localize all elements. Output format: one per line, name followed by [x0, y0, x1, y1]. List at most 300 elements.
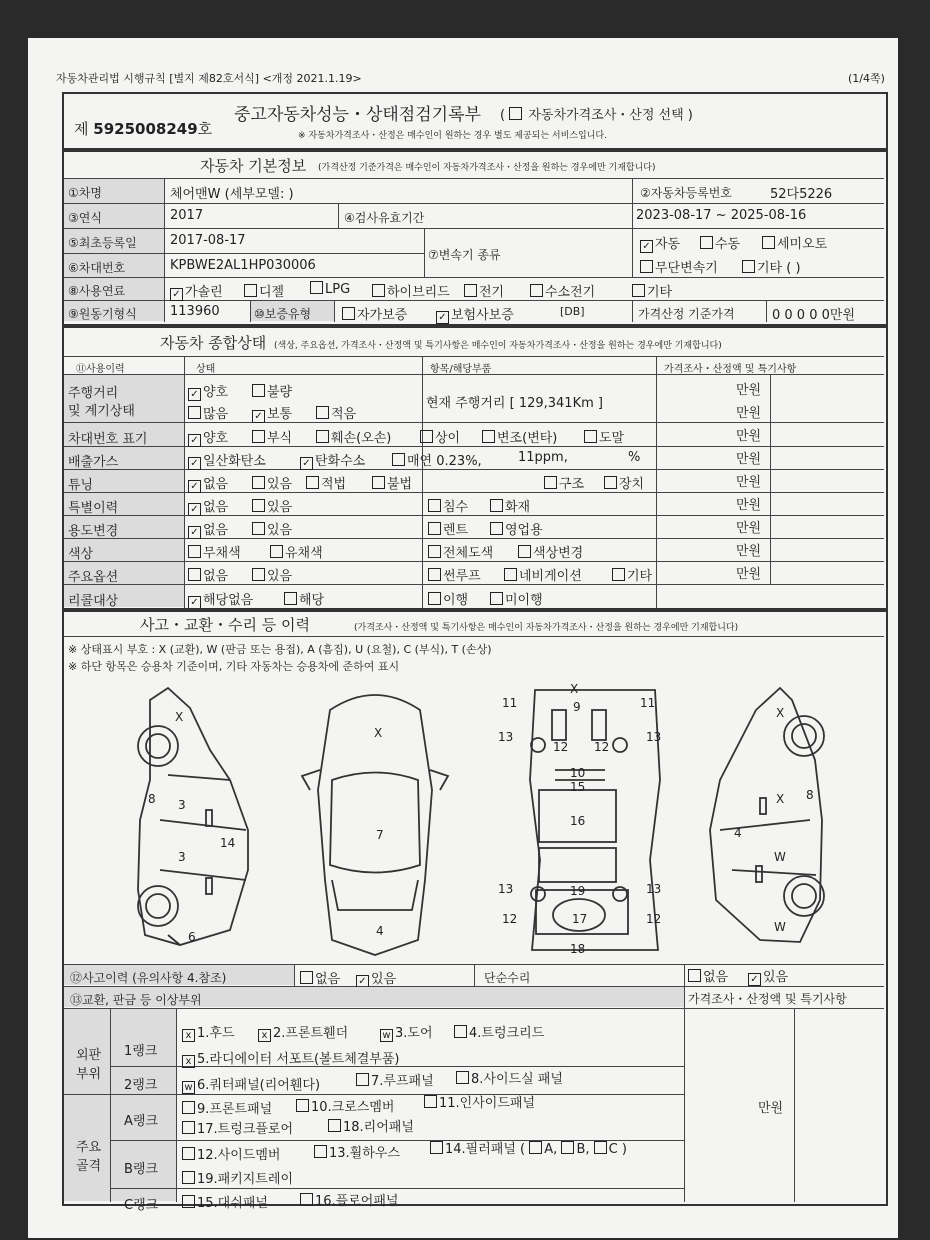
color-full-paint-label: 전체도색	[443, 546, 494, 561]
vinmark-damage	[316, 427, 391, 446]
accident-yes-label: 있음	[371, 972, 397, 987]
mileage-value: 현재 주행거리 [ 129,341Km ]	[426, 396, 603, 411]
special-flood	[428, 496, 468, 515]
vinmark-good-checkbox[interactable]: ✓	[188, 434, 201, 447]
gauge-good-checkbox[interactable]: ✓	[188, 388, 201, 401]
color-achromatic-checkbox[interactable]	[188, 545, 201, 558]
special-fire-label: 화재	[505, 500, 531, 515]
repair-no	[688, 966, 728, 985]
vinmark-corrosion	[252, 427, 292, 446]
year-label: ③연식	[68, 211, 102, 225]
right-side-view	[710, 688, 822, 942]
emission-hc-checkbox[interactable]: ✓	[300, 457, 313, 470]
engine-value: 113960	[170, 304, 220, 319]
part-16	[300, 1190, 398, 1209]
special-exists-label: 있음	[267, 500, 293, 515]
vin-label: ⑥차대번호	[68, 261, 126, 275]
gauge-bad	[252, 381, 292, 400]
color-chromatic-checkbox[interactable]	[270, 545, 283, 558]
fuel-diesel-checkbox[interactable]	[244, 284, 257, 297]
trans-auto-checkbox[interactable]: ✓	[640, 240, 653, 253]
recall-done-checkbox[interactable]	[428, 592, 441, 605]
fuel-hydrogen	[530, 281, 595, 300]
emission-co-label: 일산화탄소	[203, 454, 266, 469]
pillar-c-label: C )	[608, 1142, 627, 1157]
special-none	[188, 496, 228, 516]
name-label: ①차명	[68, 186, 102, 200]
fuel-other	[632, 281, 672, 300]
insp-label: ④검사유효기간	[344, 211, 425, 225]
vinmark-damage-label: 훼손(오손)	[331, 431, 392, 446]
pillar-a-label: A,	[544, 1142, 558, 1157]
accident-no-checkbox[interactable]	[300, 971, 313, 984]
part-17-checkbox[interactable]	[182, 1121, 195, 1134]
usage-exists	[252, 519, 292, 538]
vinmark-diff	[420, 427, 460, 446]
repair-no-checkbox[interactable]	[688, 969, 701, 982]
usage-business	[490, 519, 543, 538]
color-full-paint-checkbox[interactable]	[428, 545, 441, 558]
unit-special: 만원	[736, 498, 762, 513]
part-7-label: 7.루프패널	[371, 1074, 434, 1089]
part-2-checkbox[interactable]: x	[258, 1029, 271, 1042]
num-7: 7	[376, 828, 384, 842]
rank1-label: 1랭크	[124, 1044, 158, 1059]
part-12-checkbox[interactable]	[182, 1147, 195, 1160]
usage-rent-checkbox[interactable]	[428, 522, 441, 535]
color-chromatic-label: 유채색	[285, 546, 323, 561]
warranty-db: [DB]	[560, 305, 585, 318]
tuning-device-checkbox[interactable]	[604, 476, 617, 489]
fuel-gasoline-checkbox[interactable]: ✓	[170, 288, 183, 301]
recall-not-done-checkbox[interactable]	[490, 592, 503, 605]
vinmark-damage-checkbox[interactable]	[316, 430, 329, 443]
tuning-none-checkbox[interactable]: ✓	[188, 480, 201, 493]
vinmark-smear-label: 도말	[599, 431, 625, 446]
first-reg-label: ⑤최초등록일	[68, 236, 137, 250]
color-label: 색상	[68, 547, 94, 562]
warranty-ins-checkbox[interactable]: ✓	[436, 311, 449, 324]
trans-auto-label: 자동	[655, 237, 681, 252]
tuning-device	[604, 473, 644, 492]
car-diagram	[120, 680, 860, 962]
fuel-electric-checkbox[interactable]	[464, 284, 477, 297]
accident-heading: 사고・교환・수리 등 이력	[140, 616, 310, 634]
accident-yes-checkbox[interactable]: ✓	[356, 975, 369, 988]
doc-no-value: 5925008249	[93, 120, 198, 138]
gauge-bad-label: 불량	[267, 385, 293, 400]
pillar-b-checkbox[interactable]	[561, 1141, 574, 1154]
part-1-checkbox[interactable]: x	[182, 1029, 195, 1042]
basic-heading: 자동차 기본정보	[200, 157, 307, 175]
emission-co	[188, 450, 266, 470]
fuel-gasoline	[170, 281, 223, 301]
part-10-checkbox[interactable]	[296, 1099, 309, 1112]
warranty-self	[342, 304, 407, 323]
unit-options: 만원	[736, 567, 762, 582]
fuel-hybrid-label: 하이브리드	[387, 285, 450, 300]
tuning-structure	[544, 473, 584, 492]
part-19	[182, 1168, 293, 1187]
vin-mark-label: 차대번호 표기	[68, 432, 148, 447]
tuning-structure-checkbox[interactable]	[544, 476, 557, 489]
mileage-few-label: 적음	[331, 407, 357, 422]
emission-pct: %	[628, 450, 641, 465]
trans-manual	[700, 233, 740, 252]
options-exists	[252, 565, 292, 584]
emission-co-checkbox[interactable]: ✓	[188, 457, 201, 470]
legend-note: ※ 하단 항목은 승용차 기준이며, 기타 자동차는 승용차에 준하여 표시	[68, 660, 400, 673]
vinmark-diff-checkbox[interactable]	[420, 430, 433, 443]
emission-smoke-label: 매연 0.23%,	[407, 454, 482, 469]
price-value: 0 0 0 0 0만원	[772, 308, 856, 323]
trans-manual-label: 수동	[715, 237, 741, 252]
part-8-checkbox[interactable]	[456, 1071, 469, 1084]
mileage-many-checkbox[interactable]	[188, 406, 201, 419]
num-8-left: 8	[148, 792, 156, 806]
tuning-legal	[306, 473, 346, 492]
recall-na-checkbox[interactable]: ✓	[188, 596, 201, 609]
trans-other-checkbox[interactable]	[742, 260, 755, 273]
repair-yes	[748, 966, 788, 986]
part-9	[182, 1098, 272, 1117]
usage-business-checkbox[interactable]	[490, 522, 503, 535]
warranty-self-checkbox[interactable]	[342, 307, 355, 320]
doc-no-suffix: 호	[197, 120, 213, 138]
emission-smoke	[392, 450, 482, 469]
fuel-other-checkbox[interactable]	[632, 284, 645, 297]
left-rear-wheel	[138, 886, 178, 926]
special-exists-checkbox[interactable]	[252, 499, 265, 512]
num-9: 9	[573, 700, 581, 714]
recall-applicable	[284, 589, 324, 608]
part-12	[182, 1144, 280, 1163]
options-none	[188, 565, 228, 584]
special-flood-checkbox[interactable]	[428, 499, 441, 512]
emission-smoke-checkbox[interactable]	[392, 453, 405, 466]
trans-cvt-label: 무단변속기	[655, 261, 718, 276]
mark-x-right-hood: X	[776, 706, 785, 720]
part-16-checkbox[interactable]	[300, 1193, 313, 1206]
options-other-label: 기타	[627, 569, 653, 584]
part-6-checkbox[interactable]: w	[182, 1081, 195, 1094]
part-18-checkbox[interactable]	[328, 1119, 341, 1132]
options-other-checkbox[interactable]	[612, 568, 625, 581]
gauge-bad-checkbox[interactable]	[252, 384, 265, 397]
repair-yes-label: 있음	[763, 970, 789, 985]
usage-rent-label: 렌트	[443, 523, 469, 538]
trans-label: ⑦변속기 종류	[428, 248, 501, 262]
mark-w-right-door: W	[774, 850, 786, 864]
legal-reference: 자동차관리법 시행규칙 [별지 제82호서식] <개정 2021.1.19>	[56, 72, 362, 85]
part-12-label: 12.사이드멤버	[197, 1148, 281, 1163]
part-8	[456, 1068, 563, 1087]
part-14	[430, 1138, 627, 1157]
trans-cvt-checkbox[interactable]	[640, 260, 653, 273]
part-1-label: 1.후드	[197, 1026, 235, 1041]
color-achromatic	[188, 542, 241, 561]
col-history: ⑪사용이력	[76, 364, 125, 375]
rankB-label: B랭크	[124, 1162, 159, 1177]
special-none-label: 없음	[203, 500, 229, 515]
col-item: 항목/해당부품	[430, 364, 492, 375]
pillar-b-label: B,	[576, 1142, 590, 1157]
main-label	[76, 1136, 106, 1174]
part-17-label: 17.트렁크플로어	[197, 1122, 294, 1137]
reg-label: ②자동차등록번호	[640, 186, 732, 200]
name-value: 체어맨W (세부모델: )	[170, 187, 294, 202]
tuning-illegal	[372, 473, 412, 492]
usage-none-label: 없음	[203, 523, 229, 538]
trans-other	[742, 257, 801, 276]
part-4	[454, 1022, 544, 1041]
insp-value: 2023-08-17 ~ 2025-08-16	[636, 208, 807, 223]
price-check-checkbox[interactable]	[509, 107, 522, 120]
color-chromatic	[270, 542, 323, 561]
mileage-few-checkbox[interactable]	[316, 406, 329, 419]
color-change	[518, 542, 583, 561]
vinmark-smear-checkbox[interactable]	[584, 430, 597, 443]
mileage-label2: 및 계기상태	[68, 404, 135, 419]
part-3-checkbox[interactable]: w	[380, 1029, 393, 1042]
basic-note: (가격산정 기준가격은 매수인이 자동차가격조사・산정을 원하는 경우에만 기재합니다)	[318, 163, 656, 173]
options-sunroof	[428, 565, 481, 584]
tuning-exists-checkbox[interactable]	[252, 476, 265, 489]
right-front-wheel	[784, 716, 824, 756]
trans-manual-checkbox[interactable]	[700, 236, 713, 249]
mark-w-right-quarter: W	[774, 920, 786, 934]
color-change-label: 색상변경	[533, 546, 584, 561]
unit-tuning: 만원	[736, 475, 762, 490]
part-13-checkbox[interactable]	[314, 1145, 327, 1158]
form-title: 중고자동차성능・상태점검기록부	[234, 105, 481, 125]
part-10-label: 10.크로스멤버	[311, 1100, 395, 1115]
options-exists-checkbox[interactable]	[252, 568, 265, 581]
options-exists-label: 있음	[267, 569, 293, 584]
part-15-label: 15.대쉬패널	[197, 1196, 268, 1211]
part-5-label: 5.라디에이터 서포트(볼트체결부품)	[197, 1052, 400, 1067]
fuel-hydrogen-checkbox[interactable]	[530, 284, 543, 297]
part-11-checkbox[interactable]	[424, 1095, 437, 1108]
vinmark-altered	[482, 427, 557, 446]
color-full-paint	[428, 542, 493, 561]
part-13-label: 13.휠하우스	[329, 1146, 400, 1161]
color-change-checkbox[interactable]	[518, 545, 531, 558]
page-number: (1/4쪽)	[848, 72, 885, 85]
part-9-checkbox[interactable]	[182, 1101, 195, 1114]
part-14-checkbox[interactable]	[430, 1141, 443, 1154]
num-3-left-front: 3	[178, 798, 186, 812]
part-15	[182, 1192, 268, 1211]
special-fire-checkbox[interactable]	[490, 499, 503, 512]
fuel-hybrid	[372, 281, 450, 300]
part-11-label: 11.인사이드패널	[439, 1096, 536, 1111]
mark-x-left-hood: X	[175, 710, 184, 724]
usage-label: 용도변경	[68, 524, 119, 539]
trans-semi-label: 세미오토	[777, 237, 828, 252]
vinmark-good-label: 양호	[203, 431, 229, 446]
vinmark-good	[188, 427, 228, 447]
price-label: 가격산정 기준가격	[638, 307, 735, 321]
recall-done	[428, 589, 468, 608]
repair-yes-checkbox[interactable]: ✓	[748, 973, 761, 986]
fuel-electric	[464, 281, 504, 300]
mileage-many-label: 많음	[203, 407, 229, 422]
unit-usage: 만원	[736, 521, 762, 536]
num-17: 17	[572, 912, 588, 926]
part-14-label: 14.필러패널 (	[445, 1142, 526, 1157]
pillar-c-checkbox[interactable]	[594, 1141, 607, 1154]
accident-no-label: 없음	[315, 972, 341, 987]
num-6-left: 6	[188, 930, 196, 944]
tuning-exists-label: 있음	[267, 477, 293, 492]
title-option-label: 자동차가격조사・산정 선택 )	[528, 108, 693, 123]
emission-hc-label: 탄화수소	[315, 454, 366, 469]
part-7-checkbox[interactable]	[356, 1073, 369, 1086]
tuning-device-label: 장치	[619, 477, 645, 492]
part-15-checkbox[interactable]	[182, 1195, 195, 1208]
trans-cvt	[640, 257, 718, 276]
unit-vinmark: 만원	[736, 429, 762, 444]
part-3-label: 3.도어	[395, 1026, 433, 1041]
tuning-none	[188, 473, 228, 493]
gauge-good	[188, 381, 228, 401]
mark-x-under: X	[570, 682, 579, 696]
rank2-label: 2랭크	[124, 1078, 158, 1093]
num-18: 18	[570, 942, 586, 956]
vinmark-altered-checkbox[interactable]	[482, 430, 495, 443]
vinmark-corrosion-checkbox[interactable]	[252, 430, 265, 443]
tuning-exists	[252, 473, 292, 492]
num-13-rear-right: 13	[646, 882, 662, 896]
outer-label	[76, 1044, 106, 1082]
emission-label: 배출가스	[68, 455, 119, 470]
part-5-checkbox[interactable]: x	[182, 1055, 195, 1068]
part-2-label: 2.프론트휀더	[273, 1026, 349, 1041]
options-sunroof-checkbox[interactable]	[428, 568, 441, 581]
usage-none	[188, 519, 228, 539]
usage-rent	[428, 519, 468, 538]
num-13-front-left: 13	[498, 730, 514, 744]
num-4-right: 4	[734, 826, 742, 840]
fuel-hybrid-checkbox[interactable]	[372, 284, 385, 297]
recall-not-done	[490, 589, 543, 608]
reg-value: 52다5226	[770, 187, 833, 202]
tuning-none-label: 없음	[203, 477, 229, 492]
part-2	[258, 1022, 348, 1042]
recall-na	[188, 589, 253, 609]
trans-semi-checkbox[interactable]	[762, 236, 775, 249]
outer-label-text: 외판 부위	[76, 1048, 102, 1082]
special-flood-label: 침수	[443, 500, 469, 515]
gauge-good-label: 양호	[203, 385, 229, 400]
options-navi-checkbox[interactable]	[504, 568, 517, 581]
options-label: 주요옵션	[68, 570, 119, 585]
vinmark-corrosion-label: 부식	[267, 431, 293, 446]
usage-none-checkbox[interactable]: ✓	[188, 526, 201, 539]
vin-value: KPBWE2AL1HP030006	[170, 258, 316, 273]
num-12-front-right: 12	[594, 740, 610, 754]
part-19-checkbox[interactable]	[182, 1171, 195, 1184]
mileage-few	[316, 403, 356, 422]
recall-applicable-label: 해당	[299, 593, 325, 608]
num-10: 10	[570, 766, 586, 780]
emission-ppm: 11ppm,	[518, 450, 568, 465]
num-19: 19	[570, 884, 586, 898]
usage-business-label: 영업용	[505, 523, 543, 538]
doc-no-label: 제	[74, 120, 89, 138]
part-7	[356, 1070, 434, 1089]
num-13-rear-left: 13	[498, 882, 514, 896]
part-19-label: 19.패키지트레이	[197, 1172, 294, 1187]
num-15: 15	[570, 780, 586, 794]
options-none-label: 없음	[203, 569, 229, 584]
accident-note: (가격조사・산정액 및 특기사항은 매수인이 자동차가격조사・산정을 원하는 경우에만 기재합니다)	[354, 623, 739, 633]
vinmark-altered-label: 변조(변타)	[497, 431, 558, 446]
exchange-label: ⑬교환, 판금 등 이상부위	[70, 993, 202, 1007]
simple-repair-label: 단순수리	[484, 971, 531, 985]
warranty-self-label: 자가보증	[357, 308, 408, 323]
options-navi-label: 네비게이션	[519, 569, 582, 584]
num-14-left: 14	[220, 836, 236, 850]
recall-applicable-checkbox[interactable]	[284, 592, 297, 605]
fuel-electric-label: 전기	[479, 285, 505, 300]
underbody-view	[530, 690, 660, 950]
fuel-gasoline-label: 가솔린	[185, 285, 223, 300]
tuning-legal-checkbox[interactable]	[306, 476, 319, 489]
special-none-checkbox[interactable]: ✓	[188, 503, 201, 516]
options-navi	[504, 565, 582, 584]
usage-exists-checkbox[interactable]	[252, 522, 265, 535]
num-16: 16	[570, 814, 586, 828]
warranty-ins	[436, 304, 514, 324]
num-12-rear-left: 12	[502, 912, 518, 926]
tuning-illegal-checkbox[interactable]	[372, 476, 385, 489]
unit-mileage1: 만원	[736, 383, 762, 398]
tuning-structure-label: 구조	[559, 477, 585, 492]
part-4-label: 4.트렁크리드	[469, 1026, 545, 1041]
title-note: ※ 자동차가격조사・산정은 매수인이 원하는 경우 별도 제공되는 서비스입니다.	[298, 131, 607, 141]
mileage-label1: 주행거리	[68, 386, 119, 401]
tuning-label: 튜닝	[68, 478, 94, 493]
left-front-wheel	[138, 726, 178, 766]
unit-color: 만원	[736, 544, 762, 559]
part-18-label: 18.리어패널	[343, 1120, 414, 1135]
fuel-lpg-checkbox[interactable]	[310, 281, 323, 294]
special-label: 특별이력	[68, 501, 119, 516]
fuel-other-label: 기타	[647, 285, 673, 300]
col-price: 가격조사・산정액 및 특기사항	[664, 364, 797, 375]
col-state: 상태	[196, 364, 216, 375]
tuning-legal-label: 적법	[321, 477, 347, 492]
title-option: ( 자동차가격조사・산정 선택 )	[500, 108, 693, 123]
part-4-checkbox[interactable]	[454, 1025, 467, 1038]
fuel-lpg-label: LPG	[325, 282, 351, 297]
recall-na-label: 해당없음	[203, 593, 254, 608]
num-13-front-right: 13	[646, 730, 662, 744]
trans-semi	[762, 233, 827, 252]
usage-exists-label: 있음	[267, 523, 293, 538]
part-11	[424, 1092, 535, 1111]
pillar-a-checkbox[interactable]	[529, 1141, 542, 1154]
overall-note: (색상, 주요옵션, 가격조사・산정액 및 특기사항은 매수인이 자동차가격조사・산정을 원하는 경우에만 기재합니다)	[274, 341, 722, 351]
mileage-normal	[252, 403, 292, 423]
warranty-ins-label: 보험사보증	[451, 308, 514, 323]
part-13	[314, 1142, 400, 1161]
mileage-normal-checkbox[interactable]: ✓	[252, 410, 265, 423]
special-exists	[252, 496, 292, 515]
options-none-checkbox[interactable]	[188, 568, 201, 581]
